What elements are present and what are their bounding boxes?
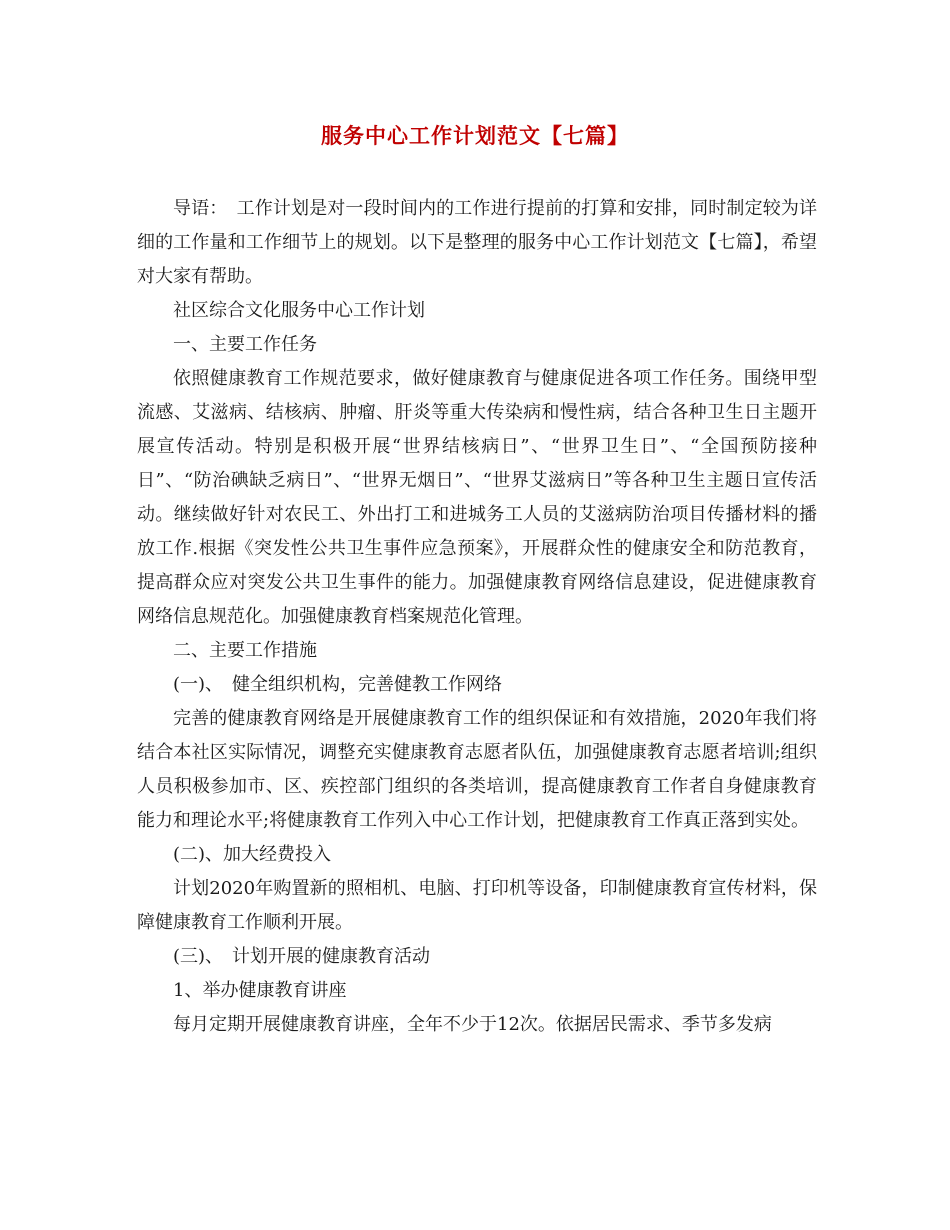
section-heading: 一、主要工作任务 [173, 334, 317, 355]
document-title: 服务中心工作计划范文【七篇】 [321, 123, 629, 148]
paragraph: 依照健康教育工作规范要求，做好健康教育与健康促进各项工作任务。围绕甲型流感、艾滋病、结核病、肿瘤、肝炎等重大传染病和慢性病，结合各种卫生日主题开展宣传活动。特别是积极开展“世界结核病日”、“世界卫生日”、“全国预防接种日”、“防治碘缺乏病日”、“世界无烟日”、“世界艾滋病日”等各种卫生主题日宣传活动。继续做好针对农民工、外出打工和进城务工人员的艾滋病防治项目传播材料的播放工作.根据《突发性公共卫生事件应急预案》，开展群众性的健康安全和防范教育，提高群众应对突发公共卫生事件的能力。加强健康教育网络信息建设，促进健康教育网络信息规范化。加强健康教育档案规范化管理。 [137, 368, 817, 627]
subsection-heading: (二)、加大经费投入 [173, 844, 332, 865]
subsection-heading: (三)、 计划开展的健康教育活动 [173, 946, 431, 967]
paragraph: 完善的健康教育网络是开展健康教育工作的组织保证和有效措施，2020年我们将结合本社区实际情况，调整充实健康教育志愿者队伍，加强健康教育志愿者培训;组织人员积极参加市、区、疾控部门组织的各类培训，提高健康教育工作者自身健康教育能力和理论水平;将健康教育工作列入中心工作计划，把健康教育工作真正落到实处。 [137, 708, 817, 831]
paragraph-heading: 社区综合文化服务中心工作计划 [173, 300, 425, 321]
paragraph: 每月定期开展健康教育讲座，全年不少于12次。依据居民需求、季节多发病 [173, 1014, 772, 1035]
section-heading: 二、主要工作措施 [173, 640, 317, 661]
paragraph-intro: 导语： 工作计划是对一段时间内的工作进行提前的打算和安排，同时制定较为详细的工作量和工作细节上的规划。以下是整理的服务中心工作计划范文【七篇】，希望对大家有帮助。 [137, 198, 817, 287]
document-body [137, 192, 817, 1042]
subsection-heading: (一)、 健全组织机构，完善健教工作网络 [173, 674, 503, 695]
item-heading: 1、举办健康教育讲座 [173, 980, 347, 1001]
paragraph: 计划2020年购置新的照相机、电脑、打印机等设备，印制健康教育宣传材料，保障健康教育工作顺利开展。 [137, 878, 817, 933]
